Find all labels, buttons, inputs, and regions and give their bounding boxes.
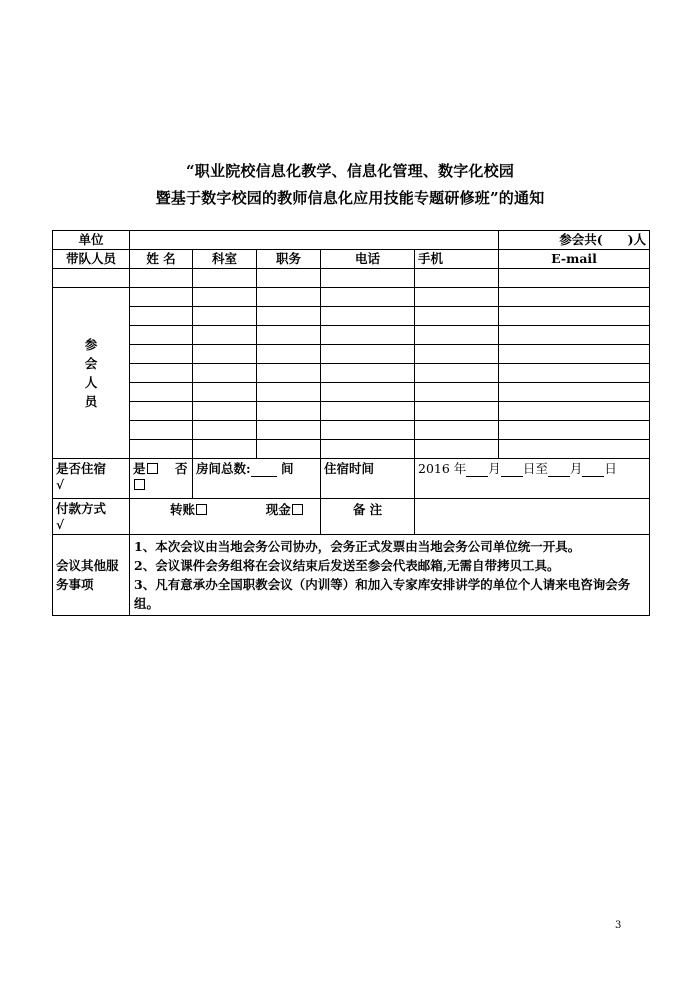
participants-label: 参 会 人 员 [53,288,130,459]
stay-month1-label: 月 [488,461,501,476]
stay-month1-blank[interactable] [466,464,488,477]
participant-cell[interactable] [499,383,650,402]
participant-cell[interactable] [130,288,193,307]
room-count-cell [193,459,321,499]
page-number: 3 [615,920,622,931]
stay-year: 2016 年 [418,461,467,476]
stay-dates [415,459,650,499]
participant-row [53,364,650,383]
room-count-blank[interactable] [251,464,277,477]
stay-month2-label: 月 [569,461,583,476]
lodging-no-label: 否 [174,461,188,476]
leader-phone-cell[interactable] [321,269,415,288]
notes-cell [130,535,650,616]
participant-cell[interactable] [499,440,650,459]
note-item: 1、本次会议由当地会务公司协办，会务正式发票由当地会务公司单位统一开具。 [134,539,581,554]
participant-cell[interactable] [257,364,321,383]
header-phone: 电话 [321,250,415,269]
notice-title-line2: 暨基于数字校园的教师信息化应用技能专题研修班”的通知 [155,189,545,207]
participant-cell[interactable] [193,288,257,307]
leader-name-cell[interactable] [130,269,193,288]
participant-cell[interactable] [415,307,499,326]
participant-cell[interactable] [130,440,193,459]
participant-cell[interactable] [193,421,257,440]
participant-cell[interactable] [321,307,415,326]
lodging-no-checkbox[interactable] [134,479,145,490]
participant-cell[interactable] [321,421,415,440]
participant-cell[interactable] [499,421,650,440]
participant-cell[interactable] [321,383,415,402]
remarks-label: 备 注 [321,499,415,535]
participant-cell[interactable] [257,421,321,440]
unit-label: 单位 [53,231,130,250]
payment-row [53,499,650,535]
header-dept: 科室 [193,250,257,269]
participant-cell[interactable] [415,364,499,383]
leader-row [53,269,650,288]
payment-check-mark: √ [56,517,65,532]
payment-label: 付款方式 [56,501,107,516]
participant-cell[interactable] [130,364,193,383]
participant-cell[interactable] [415,421,499,440]
participant-cell[interactable] [130,345,193,364]
header-email: E-mail [499,250,650,269]
notice-title-line1: “职业院校信息化教学、信息化管理、数字化校园 [185,162,515,180]
participant-cell[interactable] [193,345,257,364]
room-unit: 间 [280,461,294,476]
lodging-choice [130,459,193,499]
participant-cell[interactable] [193,364,257,383]
header-name: 姓 名 [130,250,193,269]
stay-day2-blank[interactable] [582,464,604,477]
participant-cell[interactable] [257,402,321,421]
leader-email-cell[interactable] [499,269,650,288]
participant-cell[interactable] [257,307,321,326]
leader-position-cell[interactable] [257,269,321,288]
participant-cell[interactable] [499,288,650,307]
participant-cell[interactable] [193,383,257,402]
participant-cell[interactable] [499,402,650,421]
participant-cell[interactable] [257,288,321,307]
participant-cell[interactable] [130,421,193,440]
participant-cell[interactable] [321,345,415,364]
stay-month2-blank[interactable] [548,464,570,477]
participant-cell[interactable] [130,383,193,402]
notes-row [53,535,650,616]
remarks-field[interactable] [415,499,650,535]
leader-dept-cell[interactable] [193,269,257,288]
lodging-yes-label: 是 [133,461,146,476]
participant-cell[interactable] [321,364,415,383]
stay-day-to-label: 日至 [522,461,548,476]
participant-cell[interactable] [193,440,257,459]
note-item: 3、凡有意承办全国职教会议（内训等）和加入专家库安排讲学的单位个人请来电咨询会务组。 [134,577,631,611]
participant-cell[interactable] [321,440,415,459]
lodging-label-cell [53,459,130,499]
participant-cell[interactable] [257,440,321,459]
participant-cell[interactable] [130,307,193,326]
leader-label: 带队人员 [53,250,130,269]
participant-row [53,326,650,345]
stay-day1-blank[interactable] [501,464,523,477]
attendee-count[interactable]: 参会共( )人 [499,231,650,250]
room-count-label: 房间总数: [196,461,251,476]
participant-cell[interactable] [193,326,257,345]
participant-cell[interactable] [321,326,415,345]
participant-row [53,440,650,459]
participant-cell[interactable] [415,402,499,421]
participant-cell[interactable] [193,307,257,326]
participant-row [53,345,650,364]
lodging-row [53,459,650,499]
participant-row [53,288,650,307]
participant-cell[interactable] [321,402,415,421]
header-position: 职务 [257,250,321,269]
participant-row [53,402,650,421]
participant-cell[interactable] [415,440,499,459]
lodging-check-mark: √ [56,477,65,492]
registration-form [52,230,650,616]
participant-cell[interactable] [415,383,499,402]
lodging-yes-checkbox[interactable] [147,463,158,474]
participant-cell[interactable] [321,288,415,307]
transfer-label: 转账 [170,502,196,517]
unit-field[interactable] [130,231,499,250]
participant-cell[interactable] [257,383,321,402]
cash-label: 现金 [265,502,291,517]
participant-cell[interactable] [499,326,650,345]
participant-cell[interactable] [257,345,321,364]
stay-day-end-label: 日 [604,461,617,476]
participant-cell[interactable] [130,402,193,421]
participant-cell[interactable] [415,345,499,364]
participant-row [53,307,650,326]
cash-checkbox[interactable] [292,504,303,515]
participant-row [53,421,650,440]
other-services-label: 会议其他服务事项 [53,535,130,616]
participant-cell[interactable] [193,402,257,421]
lodging-label: 是否住宿 [56,461,107,476]
participant-cell[interactable] [257,326,321,345]
header-mobile: 手机 [415,250,499,269]
leader-spacer [53,269,130,288]
participant-cell[interactable] [499,345,650,364]
payment-label-cell [53,499,130,535]
transfer-checkbox[interactable] [196,504,207,515]
payment-options [130,499,321,535]
participant-cell[interactable] [499,307,650,326]
note-item: 2、会议课件会务组将在会议结束后发送至参会代表邮箱,无需自带拷贝工具。 [134,558,560,573]
participant-cell[interactable] [415,326,499,345]
stay-time-label: 住宿时间 [321,459,415,499]
participant-cell[interactable] [499,364,650,383]
participant-cell[interactable] [415,288,499,307]
participant-row [53,383,650,402]
leader-mobile-cell[interactable] [415,269,499,288]
participant-cell[interactable] [130,326,193,345]
